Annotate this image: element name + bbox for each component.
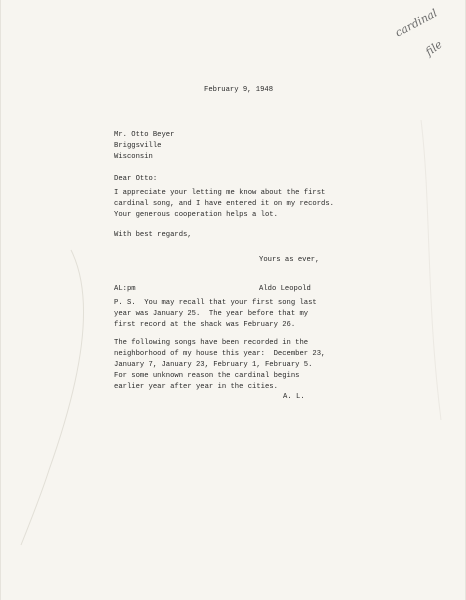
handwritten-note: [393, 6, 455, 59]
postscript-line: For some unknown reason the cardinal begins: [114, 372, 300, 380]
recipient-city: Briggsville: [114, 142, 162, 150]
salutation: Dear Otto:: [114, 175, 158, 183]
sign-off: Yours as ever,: [259, 256, 320, 264]
typist-initials: AL:pm: [114, 285, 136, 293]
postscript-initials: A. L.: [283, 393, 305, 401]
signature-name: Aldo Leopold: [259, 285, 311, 293]
postscript-line: The following songs have been recorded in the: [114, 339, 309, 347]
recipient-state: Wisconsin: [114, 153, 153, 161]
recipient-name: Mr. Otto Beyer: [114, 131, 175, 139]
postscript-line: January 7, January 23, February 1, February 5.: [114, 361, 313, 369]
letter-date: February 9, 1948: [204, 86, 274, 94]
closing-line: With best regards,: [114, 231, 192, 239]
body-line: I appreciate your letting me know about the first: [114, 189, 326, 197]
postscript-line: year was January 25. The year before that my: [114, 310, 309, 318]
postscript-line: P. S. You may recall that your first song last: [114, 299, 317, 307]
postscript-line: first record at the shack was February 26.: [114, 321, 296, 329]
handwritten-note-line1: cardinal: [393, 6, 440, 40]
postscript-line: earlier year after year in the cities.: [114, 383, 278, 391]
body-line: cardinal song, and I have entered it on my records.: [114, 200, 334, 208]
body-line: Your generous cooperation helps a lot.: [114, 211, 278, 219]
postscript-line: neighborhood of my house this year: December 23,: [114, 350, 326, 358]
handwritten-note-line2: file: [423, 37, 445, 59]
